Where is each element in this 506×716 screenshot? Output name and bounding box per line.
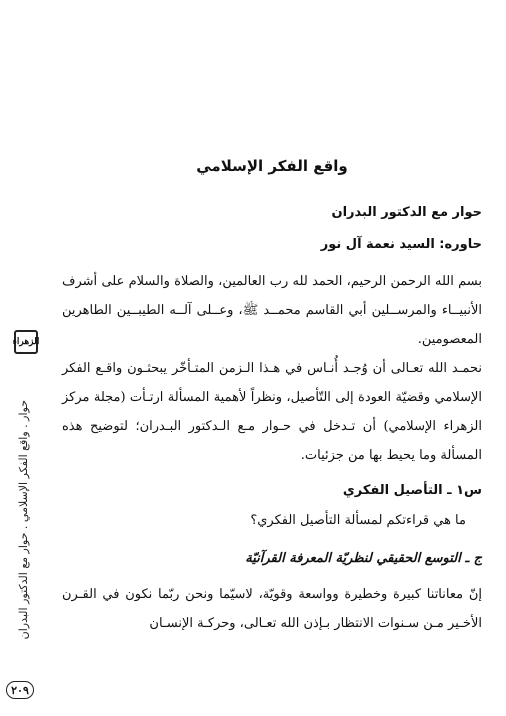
article-title: واقع الفكر الإسلامي [196,157,348,175]
question-text: ما هي قراءتكم لمسألة التأصيل الفكري؟ [250,513,466,528]
article-subtitle: حوار مع الدكتور البدران [331,205,482,220]
article-body [62,157,482,638]
journal-logo-text: الزهراء [12,336,40,347]
intro-paragraph: بسم الله الرحمن الرحيم، الحمد لله رب العالمين، والصلاة والسلام على أشرف الأنبيــاء والمرســلين أبي القاسم محمــد ﷺ، وعــلى آلــه الطيبــين الطاهرين المعصومين. [62,274,482,347]
interviewer-line: حاوره: السيد نعمة آل نور [320,237,482,252]
answer-paragraph: إنّ معاناتنا كبيرة وخطيرة وواسعة وقويّة، لاسيّما ونحن ربّما نكون في القـرن الأخـير مـن سـنوات الانتظار بـإذن الله تعـالى، وحركـة الإنسـان [62,587,482,631]
page-number: ٢٠٩ [6,681,34,699]
side-margin [6,330,46,710]
answer-heading: ج ـ التوسع الحقيقي لنظريّة المعرفة القرآنيّة [245,551,482,566]
journal-logo-icon [14,330,38,354]
body-paragraph: نحمـد الله تعـالى أن وُجـد أُنـاس في هـذا الـزمن المتـأخّر يبحثـون واقـع الفكر الإسلامي وقضيّة العودة إلى التّأصيل، ونظراً لأهمية المسألة ارتـأت (مجلة مركز الزهراء الإسلامي) أن تـدخل في حـوار مـع الـدكتور البـدران؛ لتوضيح هذه المسألة وما يحيط بها من جزئيات. [62,361,482,463]
running-header: حوار . واقع الفكر الإسلامي . حوار مع الدكتور البدران [17,400,30,640]
question-heading: س١ ـ التأصيل الفكري [342,483,482,498]
